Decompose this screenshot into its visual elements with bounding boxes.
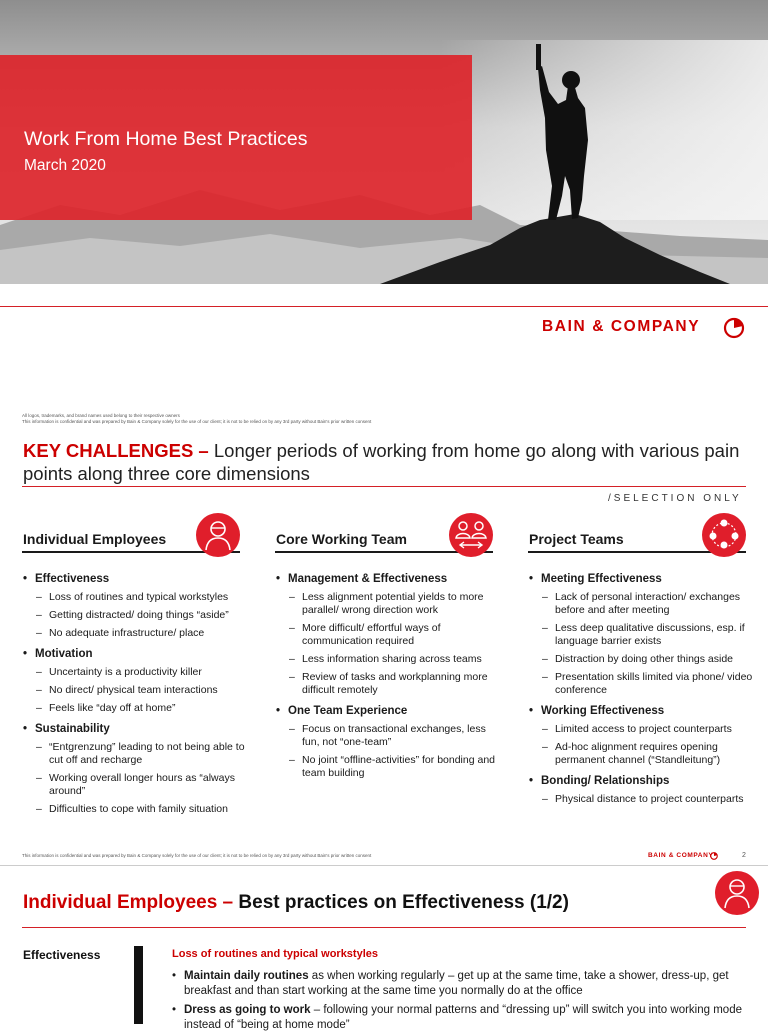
practice-item-bold: Maintain daily routines [184, 970, 309, 982]
section-title: • Bonding/ Relationships [529, 775, 753, 788]
list-item: – Focus on transactional exchanges, less fun, not “one-team” [276, 723, 500, 749]
list-item: – Less information sharing across teams [276, 653, 500, 666]
cover-title: Work From Home Best Practices [24, 128, 308, 150]
list-item: – Less deep qualitative discussions, esp. if language barrier exists [529, 622, 753, 648]
practice-subhead: Loss of routines and typical workstyles [172, 948, 378, 960]
divider [22, 486, 746, 487]
heading-highlight: Individual Employees – [23, 892, 234, 913]
list-item: – No adequate infrastructure/ place [23, 627, 247, 640]
person-icon [714, 870, 760, 916]
section-title: • Effectiveness [23, 573, 247, 586]
section-title: • Management & Effectiveness [276, 573, 500, 586]
category-bar [134, 946, 143, 1024]
challenge-section [529, 705, 753, 767]
column-header-project-teams: Project Teams [529, 531, 624, 547]
list-item: – Limited access to project counterparts [529, 723, 753, 736]
challenges-list-project-teams [529, 573, 753, 811]
challenge-section [23, 723, 247, 816]
list-item: – More difficult/ effortful ways of communication required [276, 622, 500, 648]
challenge-section [529, 775, 753, 806]
page-number: 2 [742, 852, 746, 859]
challenge-section [529, 573, 753, 697]
column-header-individual: Individual Employees [23, 531, 167, 547]
heading-text: Longer periods of working from home go along with various pain points along three core dimensions [23, 440, 740, 484]
list-item: – Less alignment potential yields to more parallel/ wrong direction work [276, 591, 500, 617]
practice-item-text: – following your normal patterns and “dressing up” will switch you into working mode instead of “being at home mode” [184, 1004, 742, 1031]
selection-text: SELECTION ONLY [613, 493, 742, 504]
section-title: • Working Effectiveness [529, 705, 753, 718]
disclaimer-line: This information is confidential and was prepared by Bain & Company solely for the use of our client; it is not to be relied on by any 3rd party without Bain's prior written consent [22, 418, 372, 424]
section-title: • Sustainability [23, 723, 247, 736]
disclaimer-line: All logos, trademarks, and brand names used belong to their respective owners [22, 413, 180, 418]
cover-slide [0, 0, 768, 364]
footer-disclaimer: This information is confidential and was prepared by Bain & Company solely for the use of our client; it is not to be relied on by any 3rd party without Bain's prior written consent [22, 853, 372, 858]
company-logo-text: BAIN & COMPANY [542, 318, 701, 335]
practice-item [172, 1003, 744, 1033]
list-item: – Physical distance to project counterparts [529, 793, 753, 806]
section-title: • One Team Experience [276, 705, 500, 718]
category-label: Effectiveness [23, 948, 101, 962]
practice-item-text: as when working regularly – get up at the same time, take a shower, dress-up, get breakfast and than start working at the same time you normally do at the office [184, 970, 729, 997]
company-logo-icon [723, 317, 745, 339]
list-item: – Working overall longer hours as “always around” [23, 772, 247, 798]
challenge-section [276, 573, 500, 697]
challenges-list-individual [23, 573, 247, 821]
page-separator [0, 865, 768, 866]
cover-date: March 2020 [24, 157, 106, 174]
list-item: – Lack of personal interaction/ exchanges before and after meeting [529, 591, 753, 617]
challenge-section [23, 648, 247, 715]
person-icon [195, 512, 241, 558]
list-item: – Getting distracted/ doing things “aside” [23, 609, 247, 622]
list-item: – Loss of routines and typical workstyles [23, 591, 247, 604]
selection-slash: / [608, 493, 614, 504]
list-item: – Review of tasks and workplanning more difficult remotely [276, 671, 500, 697]
heading-highlight: KEY CHALLENGES – [23, 440, 209, 461]
slide-heading [23, 439, 753, 485]
heading-text: Best practices on Effectiveness (1/2) [233, 892, 569, 913]
selection-label [608, 493, 742, 504]
list-item: – Ad-hoc alignment requires opening permanent channel (“Standleitung”) [529, 741, 753, 767]
divider [22, 927, 746, 928]
column-header-core-team: Core Working Team [276, 531, 407, 547]
list-item: – Presentation skills limited via phone/ video conference [529, 671, 753, 697]
footer-logo-text: BAIN & COMPANY [648, 852, 714, 859]
list-item: – No direct/ physical team interactions [23, 684, 247, 697]
team-exchange-icon [448, 512, 494, 558]
list-item: – Feels like “day off at home” [23, 702, 247, 715]
section-title: • Motivation [23, 648, 247, 661]
network-icon [701, 512, 747, 558]
company-logo-icon [710, 852, 718, 860]
divider [0, 306, 768, 307]
list-item: – Distraction by doing other things aside [529, 653, 753, 666]
slide-heading [23, 892, 569, 914]
list-item: – Uncertainty is a productivity killer [23, 666, 247, 679]
challenges-list-core-team [276, 573, 500, 785]
challenge-section [23, 573, 247, 640]
list-item: – No joint “offline-activities” for bonding and team building [276, 754, 500, 780]
challenge-section [276, 705, 500, 780]
practice-item-bold: Dress as going to work [184, 1004, 311, 1016]
practice-item [172, 969, 744, 999]
section-title: • Meeting Effectiveness [529, 573, 753, 586]
legal-disclaimer [22, 413, 522, 424]
list-item: – “Entgrenzung” leading to not being able to cut off and recharge [23, 741, 247, 767]
list-item: – Difficulties to cope with family situation [23, 803, 247, 816]
